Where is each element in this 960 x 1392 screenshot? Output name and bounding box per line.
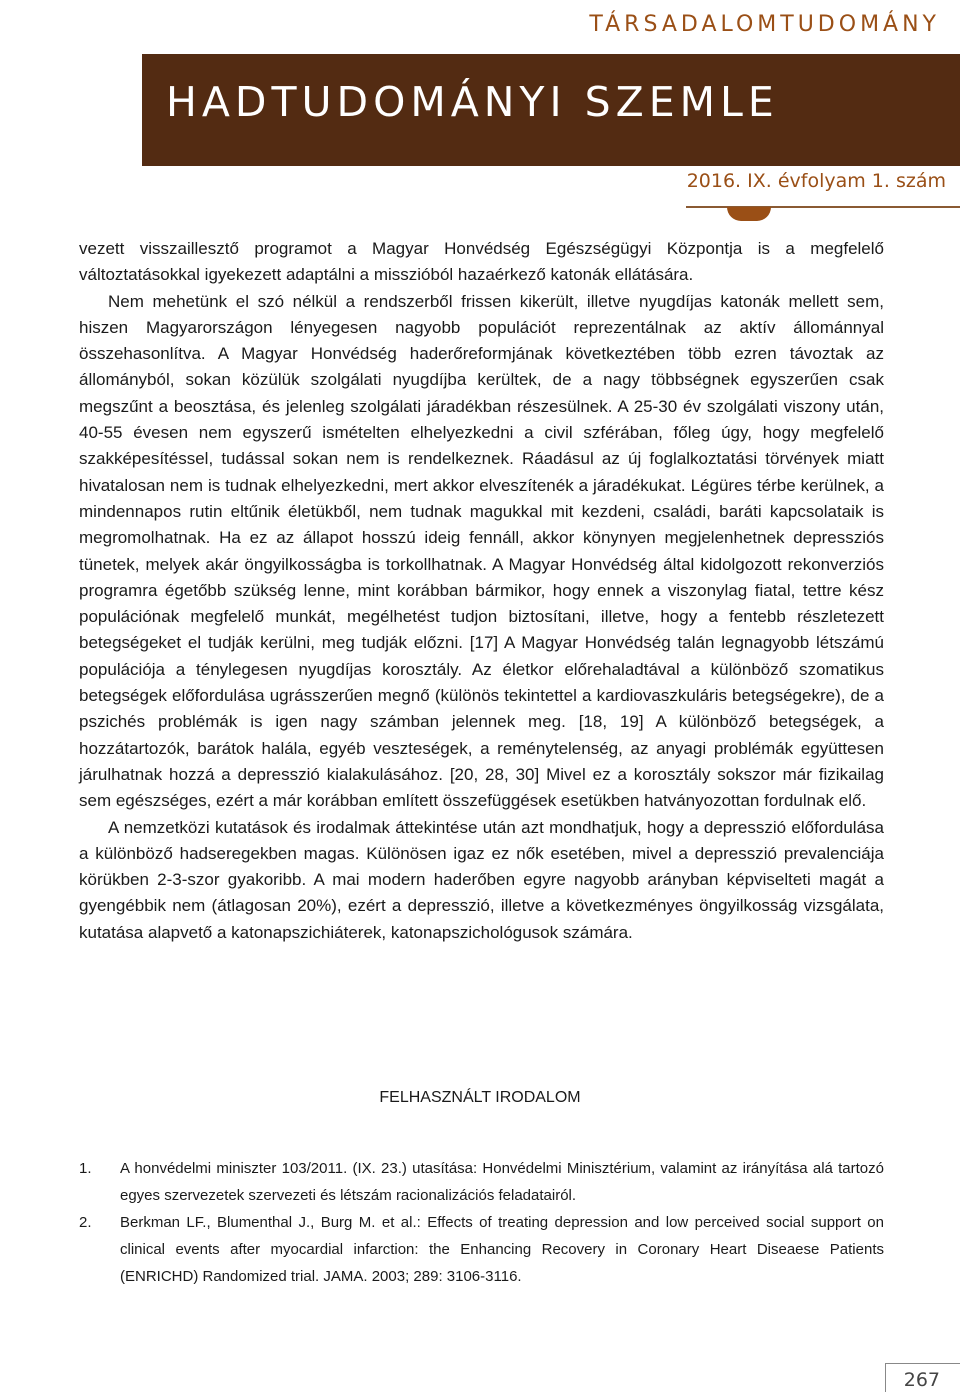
- reference-number: 2.: [79, 1214, 92, 1231]
- reference-text: A honvédelmi miniszter 103/2011. (IX. 23.) utasítása: Honvédelmi Minisztérium, valamint az irányítása alá tartozó egyes szervezetek szervezeti és létszám racionalizációs feladatairól.: [120, 1160, 884, 1204]
- article-body: [79, 236, 884, 946]
- page-number: 267: [903, 1369, 940, 1391]
- body-paragraph: vezett visszaillesztő programot a Magyar Honvédség Egészségügyi Központja is a megfelelő változtatásokkal igyekezett adaptálni a misszióból hazaérkező katonák ellátására.: [79, 239, 884, 285]
- body-paragraph: A nemzetközi kutatások és irodalmak áttekintése után azt mondhatjuk, hogy a depresszió előfordulása a különböző hadseregekben magas. Különösen igaz ez nők esetében, mivel a depresszió prevalenciája körükben 2-3-szor gyakoribb. A mai modern haderőben egyre nagyobb arányban képviselteti magát a gyengébbik nem (átlagosan 20%), ezért a depresszió, illetve a következményes öngyilkosság vizsgálata, kutatása alapvető a katonapszichiáterek, katonapszichológusok számára.: [79, 817, 884, 942]
- reference-item: [79, 1209, 884, 1290]
- reference-item: [79, 1155, 884, 1209]
- journal-banner: [142, 54, 960, 166]
- reference-number: 1.: [79, 1160, 92, 1177]
- journal-title: HADTUDOMÁNYI SZEMLE: [166, 78, 779, 126]
- body-paragraph: Nem mehetünk el szó nélkül a rendszerből frissen kikerült, illetve nyugdíjas katonák mellett sem, hiszen Magyarországon lényegesen nagyobb populációt reprezentálnak az aktív állománnyal összehasonlítva. A Magyar Honvédség haderőreformjának következtében több ezren távoztak az állományból, sokan közülük szolgálati nyugdíjba kerültek, de a nagy többségnek egyszerűen csak megszűnt a beosztása, és jelenleg szolgálati járadékban részesülnek. A 25-30 év szolgálati viszony után, 40-55 évesen nem egyszerű ismételten elhelyezkedni a civil szférában, főleg úgy, hogy megfelelő szakképesítéssel, tudással sokan nem is rendelkeznek. Ráadásul az új foglalkoztatási törvények miatt hivatalosan nem is tudnak elhelyezkedni, mert akkor elveszítenék a járadékukat. Légüres térbe kerülnek, a mindennapos rutin eltűnik életükből, nem tudnak magukkal mit kezdeni, családi, baráti kapcsolataik is megromolhatnak. Ha ez az állapot hosszú ideig fennáll, akkor könynyen megjelenhetnek depressziós tünetek, melyek akár öngyilkosságba is torkollhatnak. A Magyar Honvédség által kidolgozott rekonverziós programra égetőbb szükség lenne, mint korábban bármikor, hogy ennek a viszonylag fiatal, tettre kész populációnak megfelelő munkát, megélhetést tudjon biztosítani, illetve, hogy a fentebb részletezett betegségeket el tudják kerülni, meg tudják előzni. [17] A Magyar Honvédség talán legnagyobb létszámú populációja a ténylegesen nyugdíjas korosztály. Az életkor előrehaladtával a különböző szomatikus betegségek előfordulása ugrásszerűen megnő (különös tekintettel a kardiovaszkuláris betegségekre), de a pszichés problémák is igen nagy számban jelennek meg. [18, 19] A különböző betegségek, a hozzátartozók, barátok halála, egyéb veszteségek, a reménytelenség, az anyagi problémák együttesen járulhatnak hozzá a depresszió kialakulásához. [20, 28, 30] Mivel ez a korosztály sokszor már fizikailag sem egészséges, ezért a már korábban említett összefüggések esetükben hatványozottan fordulnak elő.: [79, 291, 884, 811]
- reference-text: Berkman LF., Blumenthal J., Burg M. et al.: Effects of treating depression and low perceived social support on clinical events after myocardial infarction: the Enhancing Recovery in Coronary Heart Diseaese Patients (ENRICHD) Randomized trial. JAMA. 2003; 289: 3106-3116.: [120, 1214, 884, 1285]
- issue-label: 2016. IX. évfolyam 1. szám: [686, 170, 946, 192]
- header-ornament: [727, 207, 771, 221]
- references-heading: FELHASZNÁLT IRODALOM: [379, 1089, 581, 1106]
- section-label: TÁRSADALOMTUDOMÁNY: [589, 12, 940, 37]
- references-list: [79, 1155, 884, 1290]
